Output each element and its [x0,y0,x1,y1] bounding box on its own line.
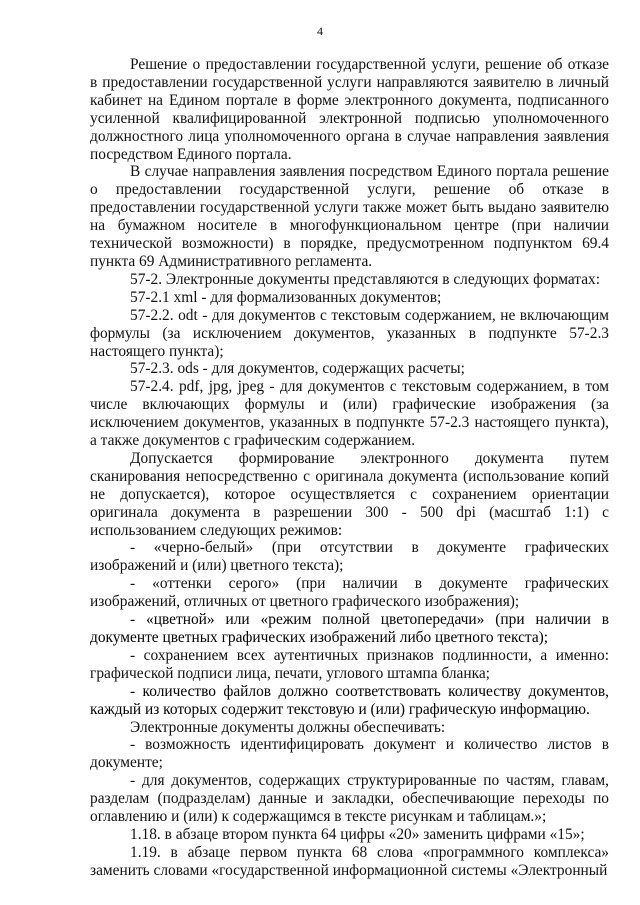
document-body [90,56,609,880]
list-item-file-count: - количество файлов должно соответствовать количеству документов, каждый из которых содержит текстовую и (или) графическую информацию. [90,682,609,718]
paragraph-1-18: 1.18. в абзаце втором пункта 64 цифры «20» заменить цифрами «15»; [130,825,585,843]
paragraph-paper-delivery: В случае направления заявления посредством Единого портала решение о предоставлении государственной услуги, решение об отказе в предоставлении государственной услуги также может быть выдано заявителю на бумажном носителе в многофункциональном центре (при наличии технической возможности) в порядке, предусмотренном подпунктом 69.4 пункта 69 Административного регламента. [90,163,609,270]
paragraph-57-2-3: 57-2.3. ods - для документов, содержащих расчеты; [130,360,465,378]
paragraph-requirements: Электронные документы должны обеспечивать: [130,718,446,736]
paragraph-decision-delivery: Решение о предоставлении государственной услуги, решение об отказе в предоставлении государственной услуги направляются заявителю в личный кабинет на Едином портале в форме электронного документа, подписанного усиленной квалифицированной электронной подписью уполномоченного должностного лица уполномоченного органа в случае направления заявления посредством Единого портала. [90,56,609,163]
page-number: 4 [317,24,323,38]
list-item-black-white: - «черно-белый» (при отсутствии в документе графических изображений и (или) цветного текста); [90,539,609,575]
paragraph-57-2: 57-2. Электронные документы представляются в следующих форматах: [130,270,601,288]
list-item-identification: - возможность идентифицировать документ и количество листов в документе; [90,736,609,772]
list-item-color: - «цветной» или «режим полной цветопередачи» (при наличии в документе цветных графических изображений либо цветного текста); [90,611,609,646]
list-item-structured-docs: - для документов, содержащих структурированные по частям, главам, разделам (подразделам) данные и закладки, обеспечивающие переходы по оглавлению и (или) к содержащимся в тексте рисункам и таблицам.»; [90,772,609,826]
paragraph-scanning: Допускается формирование электронного документа путем сканирования непосредственно с оригинала документа (использование копий не допускается), которое осуществляется с сохранением ориентации оригинала документа в разрешении 300 - 500 dpi (масштаб 1:1) с использованием следующих режимов: [90,449,609,539]
paragraph-57-2-1: 57-2.1 xml - для формализованных документов; [130,288,442,306]
paragraph-1-19: 1.19. в абзаце первом пункта 68 слова «программного комплекса» заменить словами «государственной информационной системы «Электронный [90,843,609,879]
paragraph-57-2-2: 57-2.2. odt - для документов с текстовым содержанием, не включающим формулы (за исключением документов, указанных в подпункте 57-2.3 настоящего пункта); [90,306,609,360]
list-item-grayscale: - «оттенки серого» (при наличии в документе графических изображений, отличных от цветного графического изображения); [90,575,609,611]
list-item-authenticity: - сохранением всех аутентичных признаков подлинности, а именно: графической подписи лица, печати, углового штампа бланка; [90,646,609,682]
paragraph-57-2-4: 57-2.4. pdf, jpg, jpeg - для документов с текстовым содержанием, в том числе включающих формулы и (или) графические изображения (за исключением документов, указанных в подпункте 57-2.3 настоящего пункта), а также документов с графическим содержанием. [90,378,609,450]
